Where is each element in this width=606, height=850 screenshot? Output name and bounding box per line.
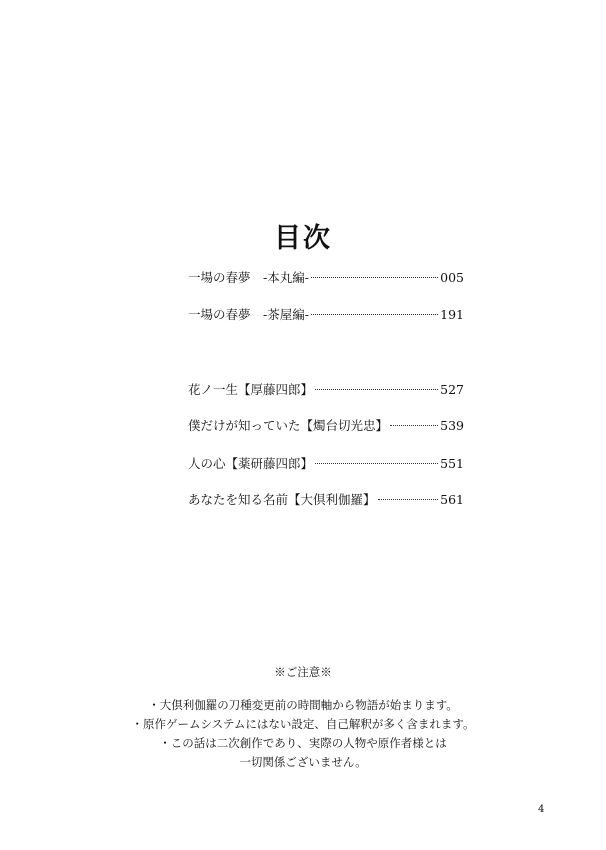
page-title: 目次 — [274, 223, 332, 254]
toc-leader-dots — [378, 499, 439, 500]
toc-entry — [188, 268, 464, 288]
toc-entry — [188, 416, 464, 436]
toc-entry — [188, 305, 464, 325]
toc-leader-dots — [315, 389, 438, 390]
notes-heading: ※ご注意※ — [274, 665, 332, 679]
toc-entry-title: 花ノ一生【厚藤四郎】 — [188, 382, 314, 397]
note-line: 一切関係ございません。 — [239, 755, 367, 769]
toc-leader-dots — [311, 314, 438, 315]
toc-entry-title: 僕だけが知っていた【燭台切光忠】 — [188, 418, 389, 433]
notes-section — [0, 664, 606, 772]
toc-leader-dots — [315, 463, 438, 464]
toc-entry-title: あなたを知る名前【大倶利伽羅】 — [188, 492, 376, 507]
toc-entry-title: 一場の春夢 -茶屋編- — [188, 307, 309, 322]
toc-entry-title: 人の心【薬研藤四郎】 — [188, 456, 314, 471]
toc-entry-page: 527 — [440, 382, 464, 397]
toc-entry-title: 一場の春夢 -本丸編- — [188, 270, 309, 285]
toc-entry — [188, 490, 464, 510]
toc-entry — [188, 380, 464, 400]
toc-leader-dots — [311, 277, 438, 278]
toc-entry-page: 539 — [440, 418, 464, 433]
note-line: ・原作ゲームシステムにはない設定、自己解釈が多く含まれます。 — [131, 717, 475, 731]
toc-entry-page: 551 — [440, 456, 464, 471]
toc-leader-dots — [390, 425, 438, 426]
toc-entry-page: 561 — [440, 492, 464, 507]
note-line: ・大倶利伽羅の刀種変更前の時間軸から物語が始まります。 — [148, 698, 458, 712]
note-line: ・この話は二次創作であり、実際の人物や原作者様とは — [159, 736, 447, 750]
page-number: 4 — [538, 804, 545, 815]
toc-entry-page: 005 — [440, 270, 464, 285]
toc-entry-page: 191 — [440, 307, 464, 322]
toc-entry — [188, 454, 464, 474]
